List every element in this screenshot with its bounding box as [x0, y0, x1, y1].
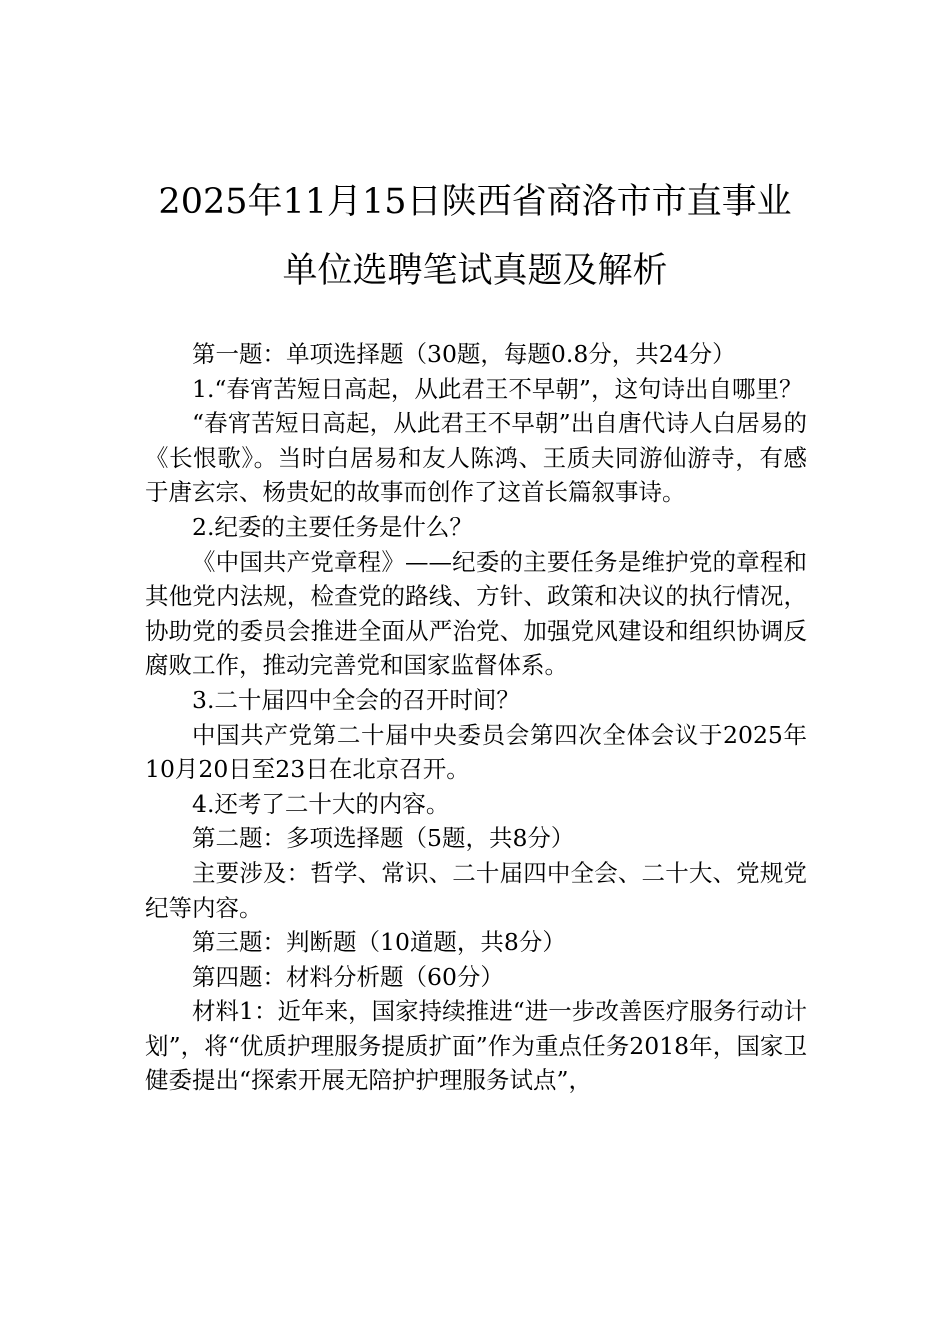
answer-2: 《中国共产党章程》——纪委的主要任务是维护党的章程和其他党内法规，检查党的路线、方针、政策和决议的执行情况，协助党的委员会推进全面从严治党、加强党风建设和组织协调反腐败工作，推动完善党和国家监督体系。	[145, 547, 807, 680]
document-title-line-1: 2025年11月15日陕西省商洛市市直事业	[158, 182, 792, 222]
question-3: 3.二十届四中全会的召开时间？	[192, 685, 520, 714]
document-body	[145, 337, 807, 1098]
answer-3: 中国共产党第二十届中央委员会第四次全体会议于2025年10月20日至23日在北京召开。	[145, 720, 807, 784]
document-title-line-2: 单位选聘笔试真题及解析	[282, 251, 668, 291]
material-1: 材料1：近年来，国家持续推进“进一步改善医疗服务行动计划”，将“优质护理服务提质扩面”作为重点任务2018年，国家卫健委提出“探索开展无陪护护理服务试点”，	[145, 997, 807, 1095]
section-heading-single-choice: 第一题：单项选择题（30题，每题0.8分，共24分）	[192, 340, 736, 368]
multiple-choice-summary: 主要涉及：哲学、常识、二十届四中全会、二十大、党规党纪等内容。	[145, 858, 807, 922]
question-4: 4.还考了二十大的内容。	[192, 789, 450, 818]
question-1: 1.“春宵苦短日高起，从此君王不早朝”，这句诗出自哪里？	[192, 374, 803, 403]
question-2: 2.纪委的主要任务是什么？	[192, 512, 473, 541]
section-heading-material-analysis: 第四题：材料分析题（60分）	[192, 962, 504, 991]
section-heading-true-false: 第三题：判断题（10道题，共8分）	[192, 928, 566, 957]
answer-1: “春宵苦短日高起，从此君王不早朝”出自唐代诗人白居易的《长恨歌》。当时白居易和友人陈鸿、王质夫同游仙游寺，有感于唐玄宗、杨贵妃的故事而创作了这首长篇叙事诗。	[145, 409, 807, 507]
section-heading-multiple-choice: 第二题：多项选择题（5题，共8分）	[192, 824, 575, 853]
